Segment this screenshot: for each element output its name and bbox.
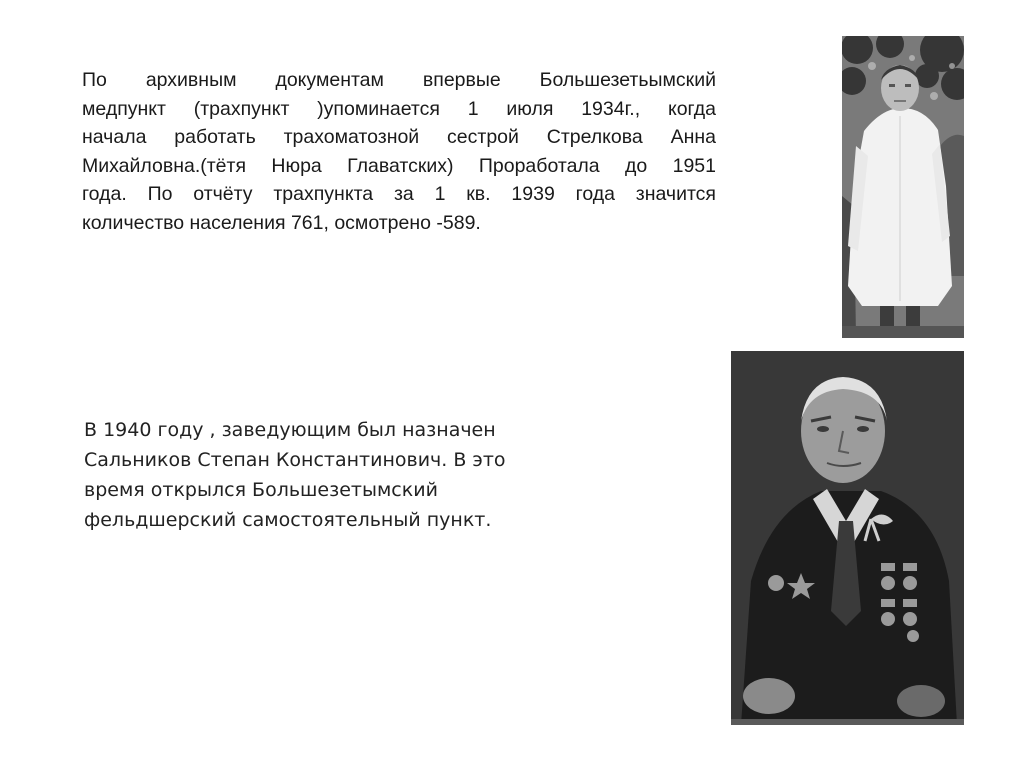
paragraph-line: года. По отчёту трахпункта за 1 кв. 1939 года значится (82, 183, 716, 205)
photo-woman-graphic (842, 36, 964, 338)
paragraph-1940-appointment (84, 415, 564, 535)
paragraph-line: начала работать трахоматозной сестрой Стрелкова Анна (82, 126, 716, 148)
paragraph-archive-history (82, 66, 716, 237)
paragraph-line: Сальников Степан Константинович. В это (84, 449, 506, 471)
paragraph-line: медпункт (трахпункт )упоминается 1 июля 1934г., когда (82, 97, 716, 120)
photo-elderly-man-with-medals (731, 351, 964, 725)
paragraph-line: По архивным документам впервые Большезетьымский (82, 69, 716, 91)
paragraph-line: В 1940 году , заведующим был назначен (84, 419, 496, 441)
paragraph-line: Михайловна.(тётя Нюра Главатских) Проработала до 1951 (82, 154, 716, 177)
photo-man-graphic (731, 351, 964, 725)
paragraph-line: количество населения 761, осмотрено -589. (82, 211, 481, 234)
paragraph-line: фельдшерский самостоятельный пункт. (84, 509, 492, 531)
photo-woman-in-white-coat (842, 36, 964, 338)
paragraph-line: время открылся Большезетымский (84, 479, 438, 501)
